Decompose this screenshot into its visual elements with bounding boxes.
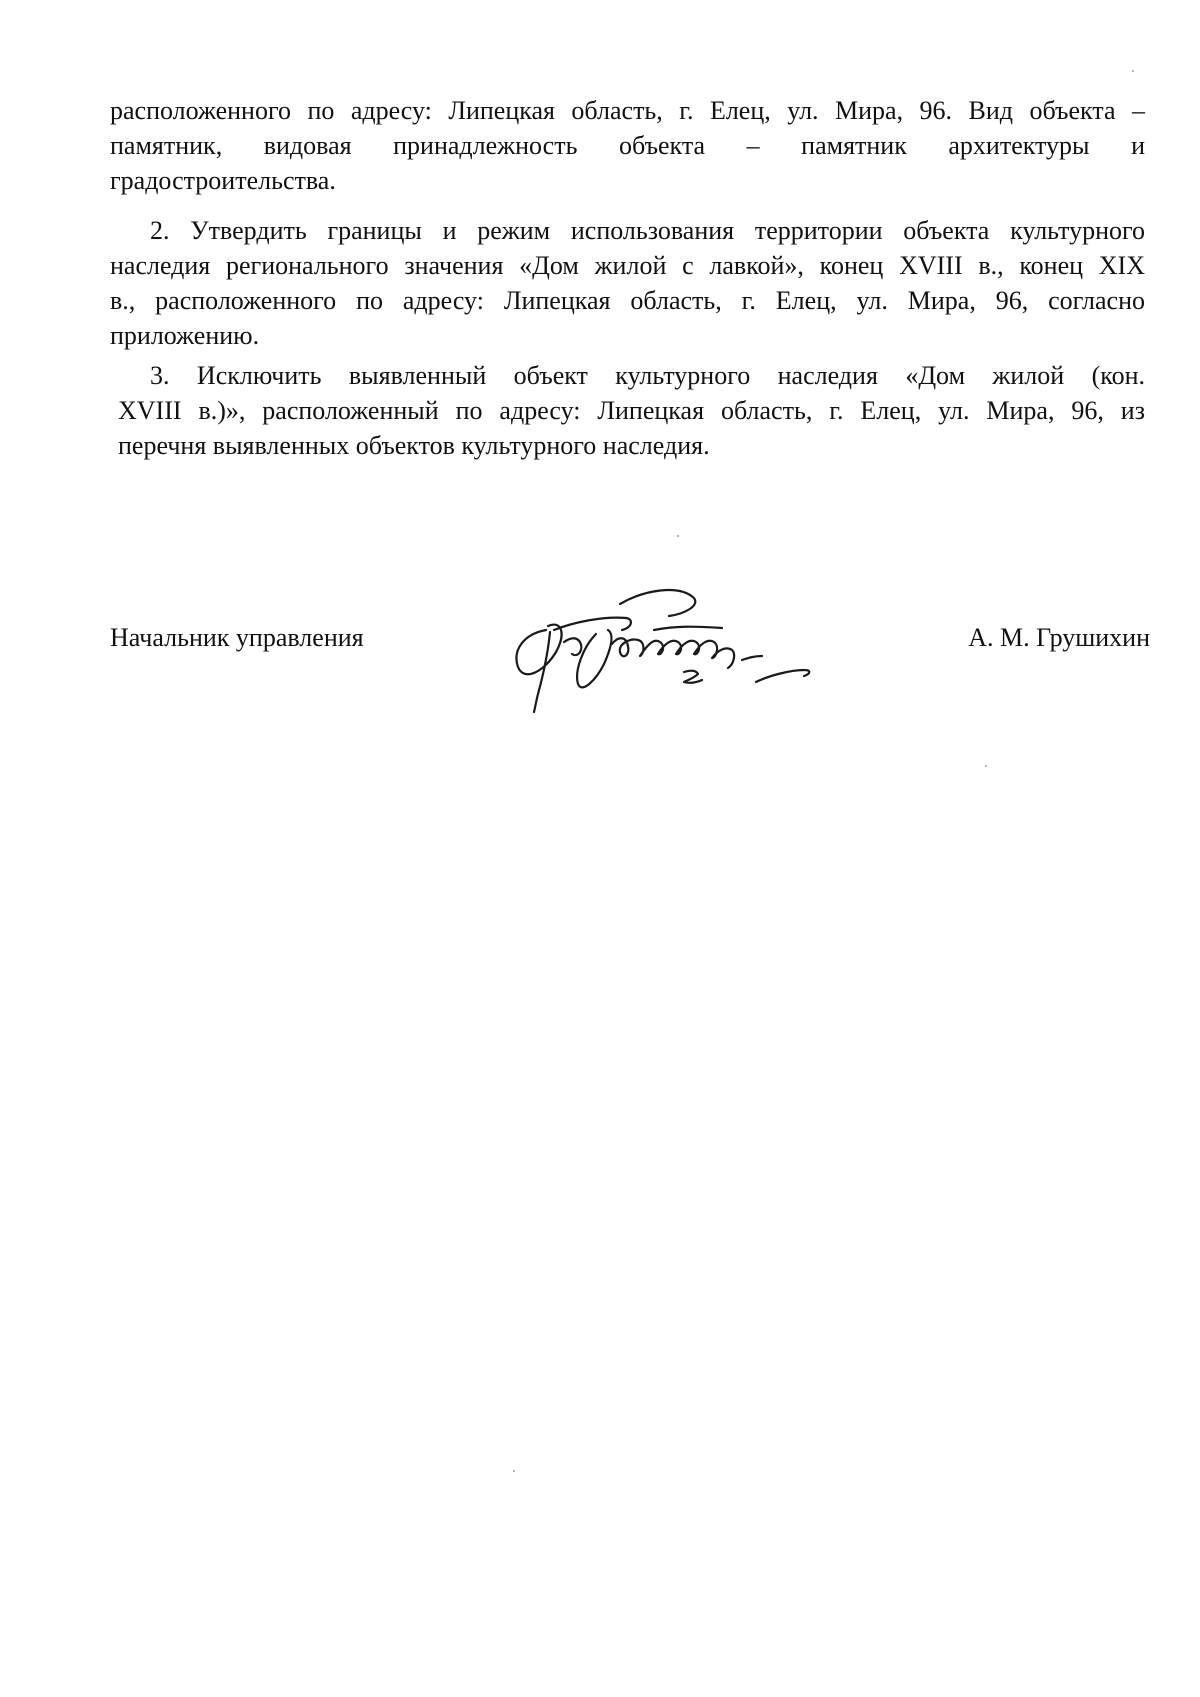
paragraph-line: в., расположенного по адресу: Липецкая область, г. Елец, ул. Мира, 96, согласно [110,286,1145,315]
paragraph-3 [110,358,1145,463]
scan-speck [1132,70,1134,72]
paragraph-line: памятник, видовая принадлежность объекта – памятник архитектуры и [110,131,1145,160]
paragraph-line: 3. Исключить выявленный объект культурного наследия «Дом жилой (кон. [150,361,1145,390]
paragraph-line: 2. Утвердить границы и режим использования территории объекта культурного [150,216,1145,245]
paragraph-line: XVIII в.)», расположенный по адресу: Липецкая область, г. Елец, ул. Мира, 96, из [118,396,1145,425]
paragraph-line: градостроительства. [110,166,336,195]
scan-speck [513,1470,515,1472]
scan-speck [677,535,679,537]
paragraph-line: наследия регионального значения «Дом жилой с лавкой», конец XVIII в., конец XIX [110,251,1145,280]
signer-title: Начальник управления [110,623,364,652]
paragraph-line: перечня выявленных объектов культурного наследия. [118,431,710,460]
paragraph-2 [110,213,1145,353]
scan-speck [985,765,987,767]
paragraph-line: приложению. [110,321,260,350]
paragraph-line: расположенного по адресу: Липецкая область, г. Елец, ул. Мира, 96. Вид объекта – [110,96,1145,125]
handwritten-signature-icon [504,572,884,722]
signer-name: А. М. Грушихин [968,623,1150,652]
paragraph-1-continuation [110,93,1145,198]
